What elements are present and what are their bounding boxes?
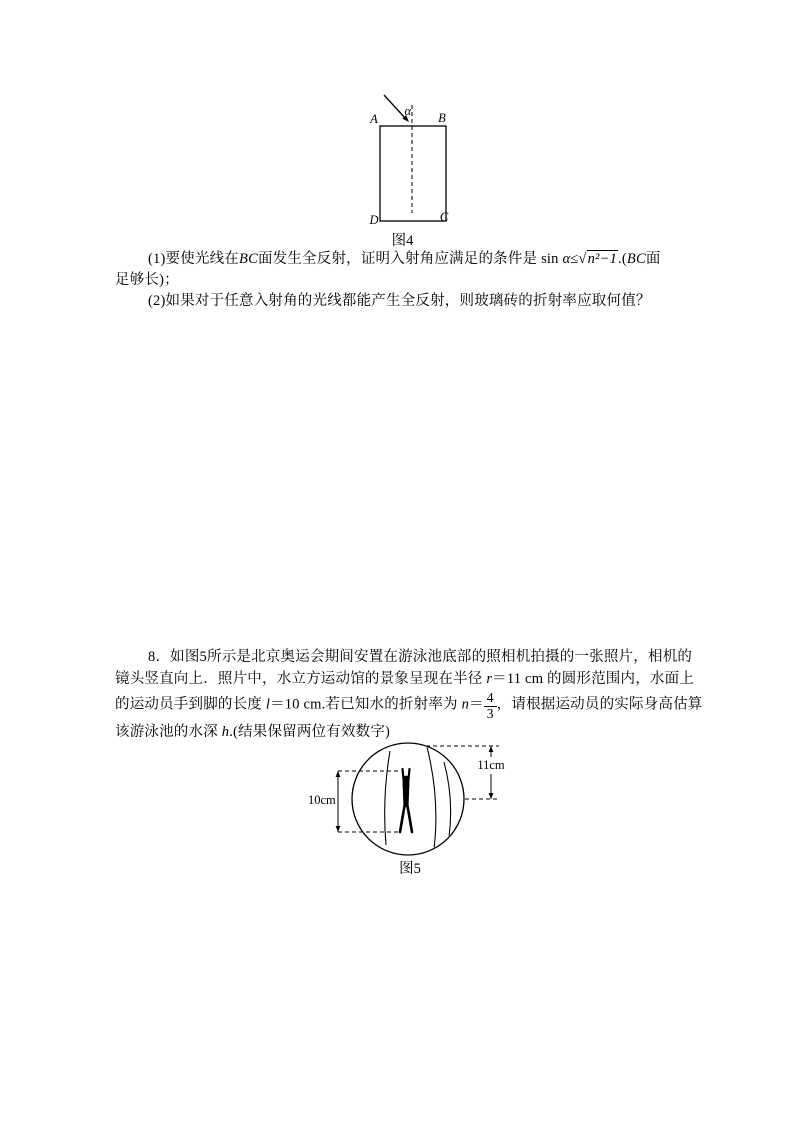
text-segment: ≤ [570,251,579,267]
arrow-down-icon [489,793,494,799]
building-line-left [385,751,390,845]
fraction-numerator: 4 [484,691,497,707]
text-segment: ＝ [469,696,484,713]
swimmer-right-leg [408,806,413,832]
angle-alpha-label: α [404,104,411,118]
swimmer-head [403,776,410,783]
problem8-line2 [115,669,694,690]
dimension-10cm-label: 10cm [308,793,336,807]
corner-label-a: A [370,112,378,126]
fraction-4-3 [484,691,497,722]
radicand: n²−1 [587,251,618,267]
text-segment: .(结果保留两位有效数字) [229,724,391,740]
text-segment: 该游泳池的水深 [115,724,222,740]
var-l: l [265,696,271,713]
arrow-down-icon [336,826,341,832]
text-segment: 的运动员手到脚的长度 [115,696,266,713]
var-n: n [461,696,470,713]
var-bc: BC [239,251,258,267]
corner-label-b: B [438,111,446,125]
text-segment: 面 [645,251,661,267]
text-segment: ＝11 cm 的圆形范围内，水面上 [492,671,694,687]
dimension-11cm [426,746,505,799]
problem8-line3 [115,690,702,721]
text-segment: 镜头竖直向上．照片中，水立方运动馆的景象呈现在半径 [115,671,487,687]
dimension-11cm-label: 11cm [477,758,505,772]
text-segment: 8．如图5所示是北京奥运会期间安置在游泳池底部的照相机拍摄的一张照片，相机的 [148,649,693,665]
var-alpha: α [562,251,571,267]
figure-4-diagram [330,85,475,230]
glass-brick-rectangle [380,126,446,221]
swimmer-torso [403,782,410,807]
problem7-part1-line1 [148,249,661,270]
figure-5-caption: 图5 [399,861,421,877]
swimmer-figure [400,769,412,832]
text-segment: (1)要使光线在 [148,251,240,267]
text-segment: ，请根据运动员的实际身高估算 [496,696,703,713]
var-r: r [486,671,493,687]
problem7-part2 [148,291,651,312]
corner-label-d: D [369,213,379,227]
fraction-denominator: 3 [486,705,494,721]
sqrt-expression [578,249,618,270]
arrow-up-icon [336,771,341,777]
text-segment: .( [618,251,627,267]
var-h: h [221,724,230,740]
dimension-10cm [308,771,401,832]
incident-ray [384,95,405,118]
text-segment: 足够长)； [115,272,179,288]
problem7-part1-line2 [115,270,179,291]
radical-sign: √ [578,251,587,267]
swimmer-left-leg [400,806,405,832]
figure-5-diagram [300,738,520,860]
text-segment: 面发生全反射，证明入射角应满足的条件是 sin [257,251,563,267]
corner-label-c: C [439,210,449,224]
building-line-right-outer [444,762,451,837]
arrow-up-icon [489,746,494,752]
text-segment: (2)如果对于任意入射角的光线都能产生全反射，则玻璃砖的折射率应取何值？ [148,293,651,309]
figure-4-caption: 图4 [391,233,414,249]
building-line-right [427,747,436,849]
text-segment: ＝10 cm.若已知水的折射率为 [270,696,462,713]
problem8-line1 [148,647,692,668]
var-bc: BC [626,251,646,267]
building-reflection-lines [385,747,451,849]
